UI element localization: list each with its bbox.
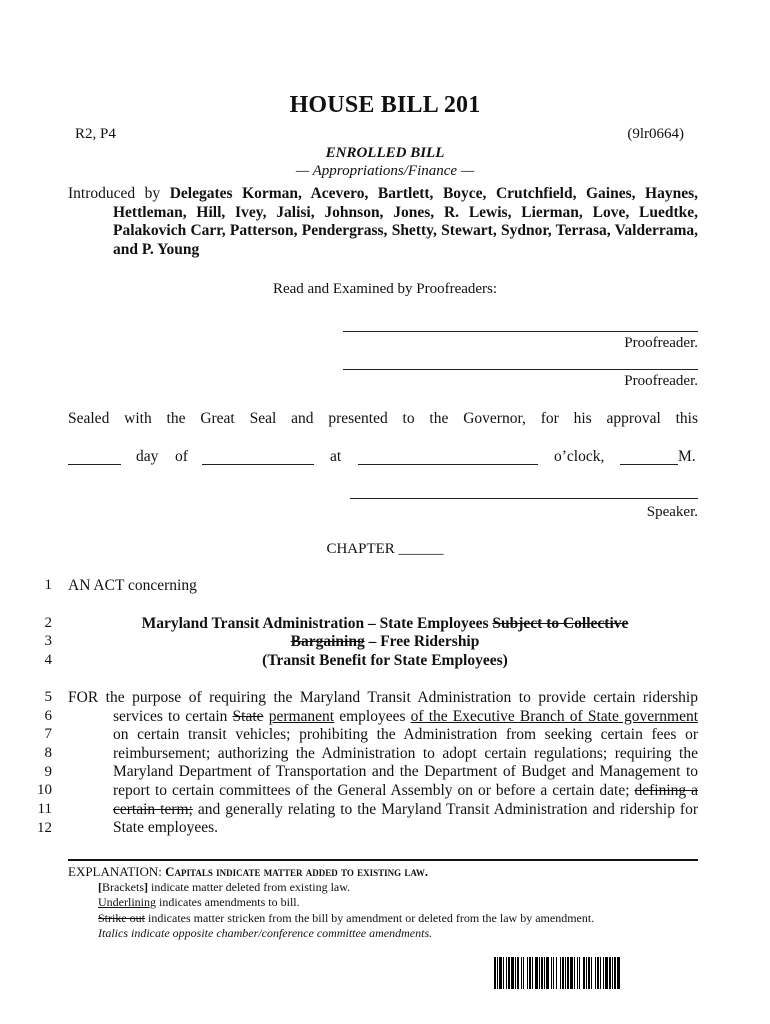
barcode-bar (591, 957, 592, 989)
purpose-struck-define: defining a certain term; (113, 781, 698, 818)
enrolled-label: ENROLLED BILL (325, 145, 445, 161)
barcode-bar (544, 957, 545, 989)
subject-struck-2: Bargaining (290, 633, 365, 650)
barcode-bar (494, 957, 496, 989)
barcode-bar (506, 957, 507, 989)
barcode-bar (515, 957, 516, 989)
purpose-paragraph (68, 689, 698, 838)
barcode-bar (600, 957, 601, 989)
line-number: 7 (44, 726, 52, 742)
barcode-bar (597, 957, 599, 989)
barcode-bar (609, 957, 611, 989)
month-blank (202, 464, 314, 465)
brackets-rest: indicate matter deleted from existing law. (147, 879, 351, 894)
purpose-inserted-executive: of the Executive Branch of State government (410, 707, 698, 725)
explanation-italics: Italics indicate opposite chamber/conference committee amendments. (98, 926, 433, 940)
barcode-bar (508, 957, 510, 989)
barcode-bar (583, 957, 585, 989)
speaker-signature-line (350, 498, 698, 499)
line-number: 3 (44, 633, 52, 649)
explanation-line-4 (68, 911, 668, 927)
purpose-struck-state: State (232, 707, 264, 725)
line-number: 4 (44, 652, 52, 668)
day-word: day (136, 448, 159, 465)
committee-label: — Appropriations/Finance — (295, 163, 475, 179)
brackets-word: Brackets (102, 879, 144, 894)
explanation-capitals: Capitals indicate matter added to existing law. (165, 864, 429, 879)
barcode-bar (553, 957, 554, 989)
barcode-bar (588, 957, 590, 989)
of-word: of (175, 448, 188, 465)
subject-part-2: – Free Ridership (364, 633, 480, 650)
underlining-rest: indicates amendments to bill. (156, 895, 300, 909)
barcode-bar (605, 957, 608, 989)
barcode-bar (529, 957, 531, 989)
purpose-text-a: FOR the purpose of requiring the Maryland Transit Administration to provide certain ridership services to certain (68, 689, 698, 725)
sponsors-list: Delegates Korman, Acevero, Bartlett, Boyce, Crutchfield, Gaines, Haynes, Hettleman, Hill, Ivey, Jalisi, Johnson, Jones, R. Lewis, Lierman, Love, Luedtke, Palakovich Carr, Patterson, Pendergrass, Shetty, Stewart, Sydnor, Terrasa, Valderrama, and P. Young (113, 185, 698, 258)
sealed-statement: Sealed with the Great Seal and presented to the Governor, for his approval this (68, 410, 698, 427)
subject-part-1: Maryland Transit Administration – State Employees (141, 615, 493, 632)
line-number: 2 (44, 615, 52, 631)
barcode-bar (567, 957, 569, 989)
barcode-bar (521, 957, 522, 989)
barcode-bar (527, 957, 528, 989)
barcode-bar (539, 957, 540, 989)
subject-line-3: (Transit Benefit for State Employees) (262, 652, 508, 669)
barcode-bar (503, 957, 504, 989)
explanation-line-3 (68, 895, 708, 911)
barcode-bar (565, 957, 566, 989)
strike-out-word: Strike out (98, 910, 145, 925)
explanation-line-2 (68, 880, 708, 896)
bill-title: HOUSE BILL 201 (289, 92, 481, 118)
subject-line-1 (0, 615, 770, 633)
line-number: 6 (44, 708, 52, 724)
subject-struck-1: Subject to Collective (492, 615, 629, 632)
explanation-label: EXPLANATION: (68, 864, 166, 879)
barcode-bar (560, 957, 561, 989)
explanation-divider (68, 859, 698, 861)
barcode-bar (546, 957, 549, 989)
speaker-label: Speaker. (646, 504, 698, 520)
line-number: 8 (44, 745, 52, 761)
purpose-text-b: employees (334, 707, 411, 725)
barcode-bar (497, 957, 498, 989)
at-word: at (330, 448, 342, 465)
underlining-word: Underlining (98, 895, 156, 909)
barcode-bar (570, 957, 573, 989)
barcode-bar (612, 957, 613, 989)
strike-out-rest: indicates matter stricken from the bill by amendment or deleted from the law by amendment. (145, 910, 595, 925)
introduced-by (68, 185, 698, 259)
bracket-open: [ (98, 879, 102, 894)
barcode-bar (579, 957, 580, 989)
line-number: 11 (37, 801, 52, 817)
bill-codes: R2, P4 (75, 126, 116, 142)
explanation-line-1 (68, 864, 708, 880)
barcode-image (494, 957, 680, 989)
m-word: M. (678, 448, 696, 465)
barcode-bar (614, 957, 616, 989)
line-number: 9 (44, 764, 52, 780)
barcode-bar (586, 957, 587, 989)
bill-draft-number: (9lr0664) (627, 126, 684, 142)
am-pm-blank (620, 464, 678, 465)
barcode-bar (511, 957, 514, 989)
barcode-bar (577, 957, 578, 989)
line-number: 10 (37, 782, 52, 798)
barcode-bar (535, 957, 538, 989)
purpose-inserted-permanent: permanent (268, 707, 335, 725)
chapter-line: CHAPTER ______ (326, 541, 444, 557)
introduced-prefix: Introduced by (68, 185, 170, 202)
line-number: 5 (44, 689, 52, 705)
barcode-bar (517, 957, 519, 989)
barcode-bar (541, 957, 543, 989)
barcode-bar (532, 957, 533, 989)
oclock-word: o’clock, (554, 448, 605, 465)
barcode-bar (556, 957, 557, 989)
explanation-block (68, 864, 708, 942)
proofreader-signature-line-1 (343, 331, 698, 332)
line-number: 12 (37, 820, 52, 836)
proofreader-label-1: Proofreader. (624, 335, 698, 351)
barcode-bar (551, 957, 552, 989)
purpose-text-c: on certain transit vehicles; prohibiting the Administration from seeking certain fees or reimbursement; authorizing the Administration to adopt certain regulations; requiring the Maryland Department of Transportation and the Department of Budget and Management to report to certain committees of the General Assembly on or before a certain date; (113, 726, 698, 799)
barcode-bar (617, 957, 620, 989)
day-blank (68, 464, 121, 465)
barcode-bar (574, 957, 575, 989)
act-concerning: AN ACT concerning (68, 577, 197, 594)
proofreaders-heading: Read and Examined by Proofreaders: (272, 281, 498, 297)
proofreader-signature-line-2 (343, 369, 698, 370)
purpose-text-d: and generally relating to the Maryland Transit Administration and ridership for State employees. (113, 800, 699, 837)
barcode-bar (562, 957, 564, 989)
subject-line-2 (0, 633, 770, 651)
proofreader-label-2: Proofreader. (624, 373, 698, 389)
bracket-close: ] (143, 879, 148, 894)
barcode-bar (595, 957, 596, 989)
barcode-bar (499, 957, 502, 989)
barcode-bar (523, 957, 524, 989)
barcode-bar (603, 957, 604, 989)
time-blank (358, 464, 538, 465)
line-number: 1 (44, 577, 52, 593)
